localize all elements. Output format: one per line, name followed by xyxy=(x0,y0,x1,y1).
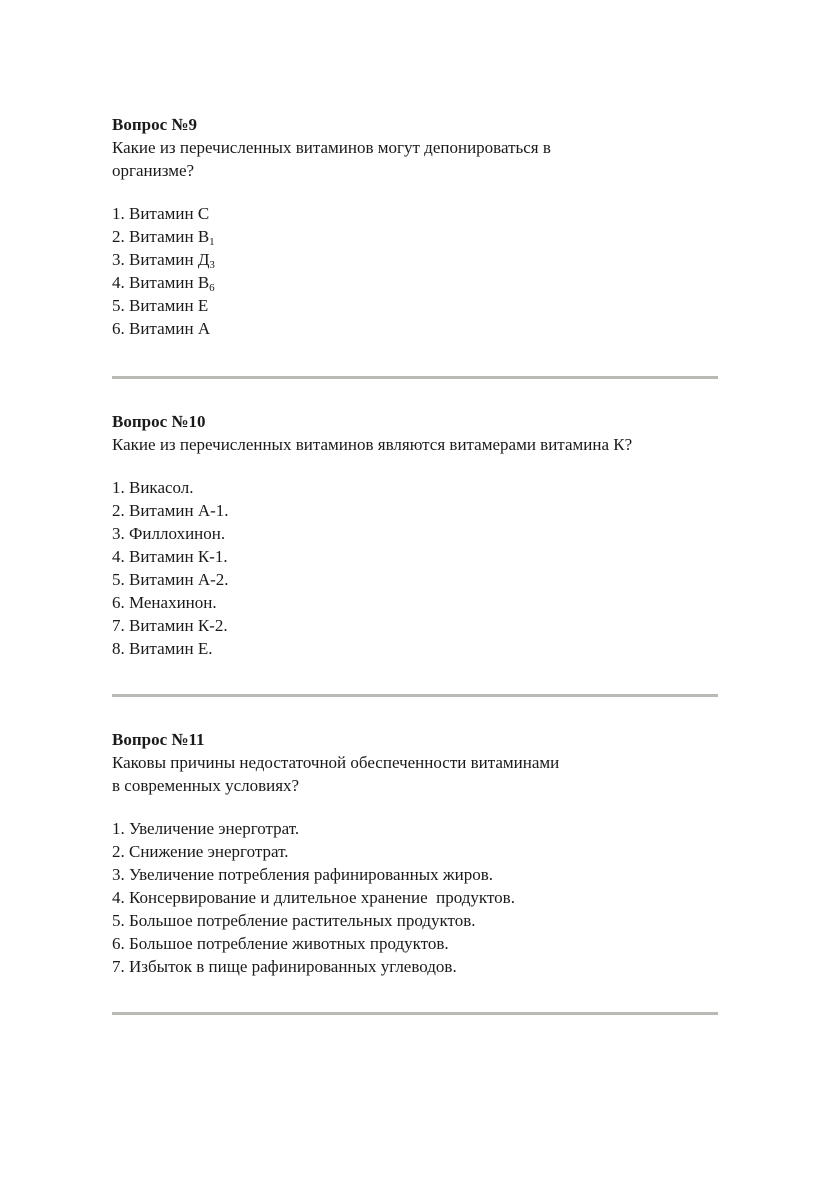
answer-option: 5. Витамин А-2. xyxy=(112,570,229,589)
divider xyxy=(112,376,718,379)
answer-option: 5. Большое потребление растительных продуктов. xyxy=(112,911,476,930)
answer-options xyxy=(112,817,722,978)
answer-option: 3. Филлохинон. xyxy=(112,524,226,543)
answer-option: 7. Избыток в пище рафинированных углеводов. xyxy=(112,957,457,976)
divider xyxy=(112,1012,718,1015)
answer-option: 6. Витамин А xyxy=(112,319,211,338)
question-text-line: Каковы причины недостаточной обеспеченности витаминами xyxy=(112,753,560,772)
answer-option: 3. Увеличение потребления рафинированных жиров. xyxy=(112,865,494,884)
answer-option: 2. Снижение энерготрат. xyxy=(112,842,289,861)
question-text-line: Какие из перечисленных витаминов являются витамерами витамина К? xyxy=(112,435,633,454)
divider xyxy=(112,694,718,697)
answer-option: 3. Витамин $Д_3$ xyxy=(112,250,215,271)
question-title: Вопрос №11 xyxy=(112,730,205,749)
question-text-line: организме? xyxy=(112,161,195,180)
answer-option: 7. Витамин К-2. xyxy=(112,616,228,635)
question-text-line: в современных условиях? xyxy=(112,776,300,795)
question-11 xyxy=(112,728,722,978)
answer-option: 1. Викасол. xyxy=(112,478,194,497)
answer-option: 4. Витамин $В_6$ xyxy=(112,273,215,294)
question-text-line: Какие из перечисленных витаминов могут депонироваться в xyxy=(112,138,551,157)
answer-option: 2. Витамин $В_1$ xyxy=(112,227,215,248)
question-9 xyxy=(112,113,722,340)
answer-options xyxy=(112,476,722,660)
answer-option: 5. Витамин Е xyxy=(112,296,209,315)
answer-option: 1. Витамин С xyxy=(112,204,210,223)
question-title: Вопрос №10 xyxy=(112,412,206,431)
answer-option: 8. Витамин Е. xyxy=(112,639,213,658)
answer-options xyxy=(112,202,722,340)
answer-option: 1. Увеличение энерготрат. xyxy=(112,819,300,838)
answer-option: 4. Витамин К-1. xyxy=(112,547,228,566)
answer-option: 6. Менахинон. xyxy=(112,593,217,612)
question-10 xyxy=(112,410,722,660)
answer-option: 6. Большое потребление животных продуктов. xyxy=(112,934,449,953)
answer-option: 2. Витамин А-1. xyxy=(112,501,229,520)
question-title: Вопрос №9 xyxy=(112,115,197,134)
answer-option: 4. Консервирование и длительное хранение продуктов. xyxy=(112,888,515,907)
